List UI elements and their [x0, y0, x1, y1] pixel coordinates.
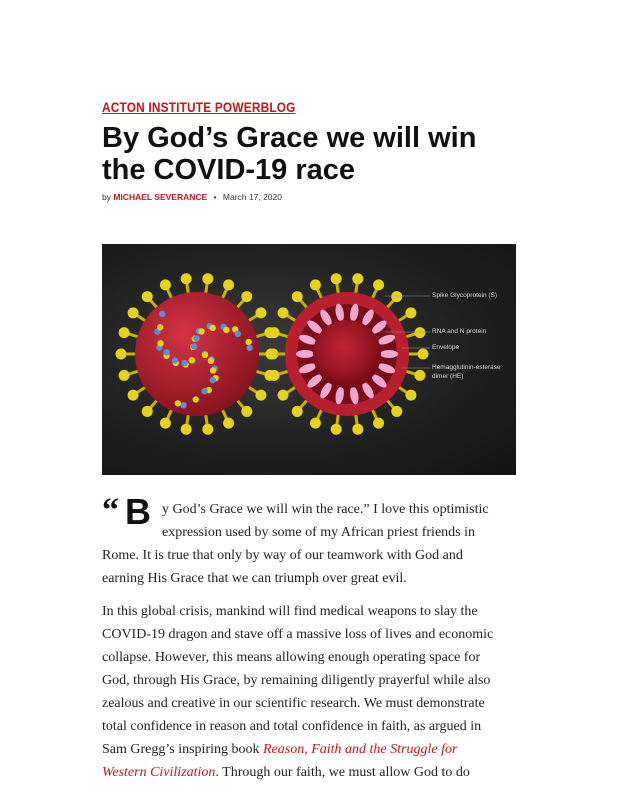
surface-protein: [175, 400, 181, 406]
coronavirus-illustration: [102, 244, 516, 475]
spike-head: [414, 370, 425, 381]
spike-head: [223, 418, 234, 429]
spike-head: [373, 279, 384, 290]
label-rna: RNA and N protein: [432, 328, 487, 335]
surface-protein: [235, 331, 241, 337]
surface-protein: [201, 388, 207, 394]
p2-line-8-text: . Through our faith, we must allow God to do: [215, 765, 470, 780]
title-line-2: the COVID-19 race: [102, 154, 356, 186]
surface-protein: [157, 340, 163, 346]
spike-head: [331, 273, 342, 284]
spike-head: [266, 349, 277, 360]
spike-head: [278, 307, 289, 318]
spike-head: [116, 349, 127, 360]
surface-protein: [202, 352, 208, 358]
book-title-link-part-2[interactable]: Western Civilization: [102, 765, 216, 780]
surface-protein: [191, 343, 197, 349]
spike-head: [292, 406, 303, 417]
spike-head: [255, 307, 266, 318]
p1-line-4: earning His Grace that we can triumph over great evil.: [102, 571, 407, 586]
spike-head: [391, 291, 402, 302]
p2-line-1: In this global crisis, mankind will find medical weapons to slay the: [102, 604, 478, 619]
spike-head: [292, 291, 303, 302]
surface-protein: [193, 396, 199, 402]
surface-protein: [198, 328, 204, 334]
spike-head: [331, 424, 342, 435]
author-link[interactable]: MICHAEL SEVERANCE: [113, 192, 208, 202]
spike-head: [391, 406, 402, 417]
spike-head: [310, 418, 321, 429]
p1-line-3: Rome. It is true that only by way of our teamwork with God and: [102, 548, 463, 563]
spike-head: [181, 273, 192, 284]
label-he-2: dimer (HE): [432, 373, 464, 380]
surface-protein: [172, 357, 178, 363]
surface-protein: [180, 402, 186, 408]
surface-protein: [245, 339, 251, 345]
spike-head: [119, 370, 130, 381]
surface-protein: [157, 324, 163, 330]
spike-head: [202, 273, 213, 284]
surface-protein: [246, 345, 252, 351]
p2-line-6: total confidence in reason and total confidence in faith, as argued in: [102, 719, 482, 734]
p2-line-4: God, through His Grace, by remaining diligently prayerful while also: [102, 673, 491, 688]
virus-graphic: [102, 244, 516, 475]
spike-head: [119, 327, 130, 338]
surface-protein: [210, 377, 216, 383]
spike-head: [405, 390, 416, 401]
p1-line-2: expression used by some of my African priest friends in: [162, 525, 475, 540]
blog-kicker-link[interactable]: ACTON INSTITUTE POWERBLOG: [102, 100, 296, 115]
p2-line-7-text: Sam Gregg’s inspiring book: [102, 742, 263, 757]
drop-cap: B: [125, 491, 151, 532]
surface-protein: [163, 349, 169, 355]
p2-line-8: [102, 761, 470, 784]
byline-separator: •: [213, 192, 217, 202]
surface-protein: [223, 327, 229, 333]
spike-head: [418, 349, 429, 360]
p2-line-7: [102, 738, 457, 761]
spike-head: [278, 390, 289, 401]
label-envelope: Envelope: [432, 344, 460, 351]
publish-date: March 17, 2020: [222, 192, 282, 202]
surface-protein: [210, 367, 216, 373]
p2-line-3: collapse. However, this means allowing enough operating space for: [102, 650, 481, 665]
spike-head: [241, 291, 252, 302]
spike-head: [352, 273, 363, 284]
surface-protein: [159, 311, 165, 317]
surface-protein: [189, 357, 195, 363]
spike-head: [181, 424, 192, 435]
spike-head: [128, 390, 139, 401]
rna-coil: [380, 350, 398, 358]
book-title-link-part-1[interactable]: Reason, Faith and the Struggle for: [263, 742, 458, 757]
spike-head: [241, 406, 252, 417]
rna-coil: [296, 350, 314, 358]
label-he-1: Hemagglutinin-esterase: [432, 364, 501, 371]
p1-line-1: y God’s Grace we will win the race.” I love this optimistic: [162, 502, 489, 517]
spike-head: [352, 424, 363, 435]
surface-protein: [208, 358, 214, 364]
spike-head: [160, 418, 171, 429]
spike-head: [269, 370, 280, 381]
virus-left: [116, 273, 279, 434]
virus-cross-section: [266, 273, 429, 434]
spike-head: [128, 307, 139, 318]
spike-head: [405, 307, 416, 318]
surface-protein: [193, 335, 199, 341]
article-title: [102, 122, 522, 186]
label-spike: Spike Glycoprotein (S): [432, 292, 498, 299]
spike-head: [202, 424, 213, 435]
surface-protein: [210, 325, 216, 331]
spike-head: [373, 418, 384, 429]
spike-head: [160, 279, 171, 290]
spike-head: [310, 279, 321, 290]
spike-head: [142, 406, 153, 417]
spike-head: [269, 327, 280, 338]
spike-head: [142, 291, 153, 302]
title-line-1: By God’s Grace we will win: [102, 122, 477, 154]
opening-quote-mark: “: [102, 492, 119, 529]
spike-head: [223, 279, 234, 290]
p2-line-2: COVID-19 dragon and stave off a massive loss of lives and economic: [102, 627, 494, 642]
p2-line-5: zealous and creative in our scientific research. We must demonstrate: [102, 696, 485, 711]
spike-head: [255, 390, 266, 401]
spike-head: [414, 327, 425, 338]
byline-by: by: [102, 192, 111, 202]
surface-protein: [181, 360, 187, 366]
byline: [102, 192, 282, 202]
